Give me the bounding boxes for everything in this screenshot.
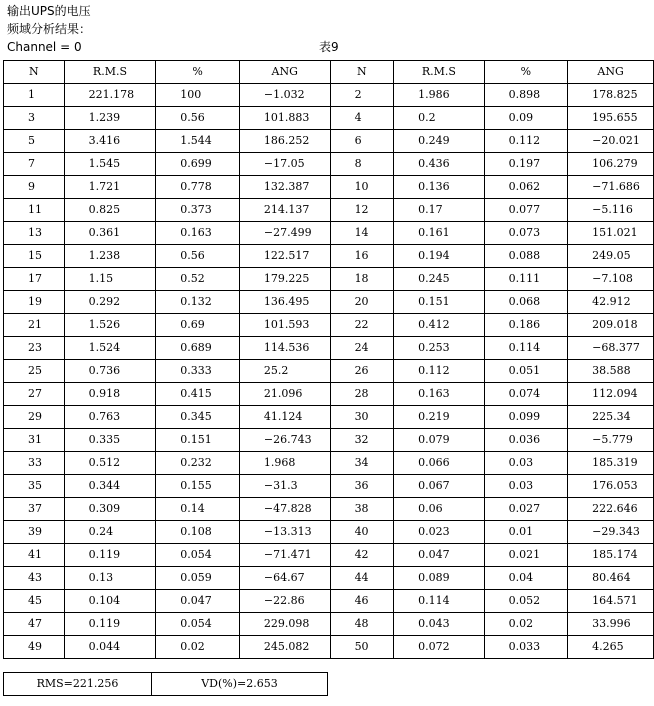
column-header: % (156, 61, 240, 84)
heading-title: 输出UPS的电压 (7, 4, 91, 18)
cell-angle: 21.096 (239, 383, 330, 406)
channel-label: Channel = 0 (7, 40, 82, 54)
cell-rms: 0.023 (394, 521, 484, 544)
cell-angle: 245.082 (239, 636, 330, 659)
cell-angle: 114.536 (239, 337, 330, 360)
cell-rms: 3.416 (64, 130, 156, 153)
cell-angle: 195.655 (568, 107, 654, 130)
cell-angle: 225.34 (568, 406, 654, 429)
cell-percent: 0.021 (484, 544, 568, 567)
cell-percent: 0.036 (484, 429, 568, 452)
cell-angle: 112.094 (568, 383, 654, 406)
table-row (4, 452, 654, 475)
table-row (4, 475, 654, 498)
cell-n: 11 (4, 199, 65, 222)
cell-rms: 0.047 (394, 544, 484, 567)
cell-n: 42 (330, 544, 394, 567)
cell-angle: −29.343 (568, 521, 654, 544)
cell-angle: 106.279 (568, 153, 654, 176)
cell-rms: 0.344 (64, 475, 156, 498)
cell-percent: 0.56 (156, 107, 240, 130)
summary-row (4, 673, 328, 696)
cell-angle: 179.225 (239, 268, 330, 291)
cell-angle: −47.828 (239, 498, 330, 521)
cell-percent: 0.345 (156, 406, 240, 429)
cell-rms: 0.151 (394, 291, 484, 314)
cell-percent: 0.059 (156, 567, 240, 590)
cell-rms: 0.736 (64, 360, 156, 383)
cell-n: 5 (4, 130, 65, 153)
cell-percent: 0.088 (484, 245, 568, 268)
cell-percent: 0.14 (156, 498, 240, 521)
cell-rms: 1.15 (64, 268, 156, 291)
table-row (4, 268, 654, 291)
cell-rms: 0.043 (394, 613, 484, 636)
cell-n: 14 (330, 222, 394, 245)
table-row (4, 245, 654, 268)
cell-n: 12 (330, 199, 394, 222)
cell-n: 8 (330, 153, 394, 176)
cell-percent: 0.689 (156, 337, 240, 360)
table-row (4, 337, 654, 360)
cell-percent: 0.052 (484, 590, 568, 613)
cell-rms: 1.524 (64, 337, 156, 360)
rms-total: RMS=221.256 (4, 673, 152, 696)
cell-angle: 209.018 (568, 314, 654, 337)
cell-n: 3 (4, 107, 65, 130)
cell-percent: 0.415 (156, 383, 240, 406)
cell-rms: 0.104 (64, 590, 156, 613)
cell-n: 40 (330, 521, 394, 544)
cell-percent: 0.699 (156, 153, 240, 176)
cell-percent: 0.074 (484, 383, 568, 406)
cell-n: 33 (4, 452, 65, 475)
cell-rms: 0.309 (64, 498, 156, 521)
cell-angle: 178.825 (568, 84, 654, 107)
cell-percent: 0.033 (484, 636, 568, 659)
cell-angle: 136.495 (239, 291, 330, 314)
cell-angle: 101.593 (239, 314, 330, 337)
cell-n: 34 (330, 452, 394, 475)
cell-rms: 0.253 (394, 337, 484, 360)
cell-percent: 0.132 (156, 291, 240, 314)
cell-angle: −20.021 (568, 130, 654, 153)
table-row (4, 84, 654, 107)
cell-percent: 100 (156, 84, 240, 107)
table-row (4, 636, 654, 659)
table-row (4, 544, 654, 567)
cell-rms: 221.178 (64, 84, 156, 107)
cell-percent: 0.04 (484, 567, 568, 590)
cell-n: 50 (330, 636, 394, 659)
cell-percent: 0.186 (484, 314, 568, 337)
column-header: N (4, 61, 65, 84)
cell-angle: 25.2 (239, 360, 330, 383)
cell-percent: 0.09 (484, 107, 568, 130)
cell-rms: 0.119 (64, 544, 156, 567)
cell-n: 39 (4, 521, 65, 544)
cell-n: 41 (4, 544, 65, 567)
cell-angle: 38.588 (568, 360, 654, 383)
table-row (4, 590, 654, 613)
cell-percent: 0.062 (484, 176, 568, 199)
cell-percent: 0.073 (484, 222, 568, 245)
cell-n: 32 (330, 429, 394, 452)
cell-n: 35 (4, 475, 65, 498)
cell-rms: 0.079 (394, 429, 484, 452)
cell-percent: 0.027 (484, 498, 568, 521)
cell-angle: 132.387 (239, 176, 330, 199)
cell-n: 31 (4, 429, 65, 452)
cell-percent: 0.03 (484, 475, 568, 498)
cell-percent: 0.898 (484, 84, 568, 107)
cell-rms: 1.986 (394, 84, 484, 107)
cell-n: 48 (330, 613, 394, 636)
cell-n: 25 (4, 360, 65, 383)
cell-rms: 0.2 (394, 107, 484, 130)
cell-percent: 0.112 (484, 130, 568, 153)
cell-n: 47 (4, 613, 65, 636)
cell-angle: −13.313 (239, 521, 330, 544)
cell-rms: 0.089 (394, 567, 484, 590)
cell-n: 27 (4, 383, 65, 406)
table-row (4, 314, 654, 337)
cell-n: 18 (330, 268, 394, 291)
column-header: R.M.S (64, 61, 156, 84)
cell-n: 37 (4, 498, 65, 521)
cell-percent: 0.099 (484, 406, 568, 429)
cell-rms: 0.112 (394, 360, 484, 383)
cell-angle: −5.116 (568, 199, 654, 222)
cell-angle: 229.098 (239, 613, 330, 636)
cell-angle: −22.86 (239, 590, 330, 613)
cell-rms: 0.436 (394, 153, 484, 176)
cell-rms: 1.721 (64, 176, 156, 199)
cell-percent: 0.077 (484, 199, 568, 222)
cell-angle: 222.646 (568, 498, 654, 521)
cell-rms: 0.918 (64, 383, 156, 406)
cell-rms: 0.412 (394, 314, 484, 337)
cell-percent: 0.373 (156, 199, 240, 222)
table-row (4, 176, 654, 199)
table-row (4, 406, 654, 429)
cell-n: 45 (4, 590, 65, 613)
voltage-distortion: VD(%)=2.653 (152, 673, 328, 696)
cell-n: 2 (330, 84, 394, 107)
cell-angle: −7.108 (568, 268, 654, 291)
cell-rms: 1.238 (64, 245, 156, 268)
cell-rms: 1.526 (64, 314, 156, 337)
cell-n: 10 (330, 176, 394, 199)
cell-percent: 0.197 (484, 153, 568, 176)
cell-n: 36 (330, 475, 394, 498)
cell-n: 26 (330, 360, 394, 383)
cell-angle: 41.124 (239, 406, 330, 429)
cell-percent: 0.56 (156, 245, 240, 268)
cell-rms: 0.13 (64, 567, 156, 590)
cell-angle: −64.67 (239, 567, 330, 590)
cell-n: 6 (330, 130, 394, 153)
cell-angle: 249.05 (568, 245, 654, 268)
cell-rms: 0.512 (64, 452, 156, 475)
cell-percent: 1.544 (156, 130, 240, 153)
table-row (4, 153, 654, 176)
cell-n: 22 (330, 314, 394, 337)
cell-percent: 0.155 (156, 475, 240, 498)
cell-percent: 0.114 (484, 337, 568, 360)
cell-n: 44 (330, 567, 394, 590)
cell-angle: −5.779 (568, 429, 654, 452)
cell-n: 49 (4, 636, 65, 659)
table-row (4, 613, 654, 636)
cell-n: 23 (4, 337, 65, 360)
cell-angle: 185.174 (568, 544, 654, 567)
cell-rms: 1.545 (64, 153, 156, 176)
table-row (4, 521, 654, 544)
cell-angle: −1.032 (239, 84, 330, 107)
cell-rms: 0.763 (64, 406, 156, 429)
cell-rms: 0.292 (64, 291, 156, 314)
cell-angle: 185.319 (568, 452, 654, 475)
cell-percent: 0.163 (156, 222, 240, 245)
cell-rms: 0.072 (394, 636, 484, 659)
cell-percent: 0.52 (156, 268, 240, 291)
cell-percent: 0.051 (484, 360, 568, 383)
cell-rms: 0.06 (394, 498, 484, 521)
cell-n: 20 (330, 291, 394, 314)
table-row (4, 199, 654, 222)
column-header: R.M.S (394, 61, 484, 84)
cell-angle: −17.05 (239, 153, 330, 176)
cell-rms: 0.119 (64, 613, 156, 636)
table-row (4, 383, 654, 406)
cell-angle: 42.912 (568, 291, 654, 314)
table-row (4, 360, 654, 383)
cell-rms: 1.239 (64, 107, 156, 130)
cell-rms: 0.249 (394, 130, 484, 153)
cell-rms: 0.17 (394, 199, 484, 222)
cell-n: 16 (330, 245, 394, 268)
cell-angle: −26.743 (239, 429, 330, 452)
cell-angle: 122.517 (239, 245, 330, 268)
cell-rms: 0.194 (394, 245, 484, 268)
cell-n: 38 (330, 498, 394, 521)
cell-angle: −71.471 (239, 544, 330, 567)
cell-percent: 0.111 (484, 268, 568, 291)
cell-percent: 0.778 (156, 176, 240, 199)
cell-n: 19 (4, 291, 65, 314)
cell-rms: 0.219 (394, 406, 484, 429)
cell-angle: 4.265 (568, 636, 654, 659)
cell-percent: 0.02 (156, 636, 240, 659)
cell-n: 17 (4, 268, 65, 291)
cell-n: 7 (4, 153, 65, 176)
cell-n: 9 (4, 176, 65, 199)
cell-percent: 0.01 (484, 521, 568, 544)
cell-rms: 0.24 (64, 521, 156, 544)
cell-angle: 151.021 (568, 222, 654, 245)
cell-rms: 0.163 (394, 383, 484, 406)
cell-n: 13 (4, 222, 65, 245)
cell-rms: 0.114 (394, 590, 484, 613)
table-row (4, 222, 654, 245)
table-row (4, 498, 654, 521)
cell-n: 21 (4, 314, 65, 337)
table-caption: 表9 (319, 40, 339, 54)
cell-rms: 0.066 (394, 452, 484, 475)
cell-n: 29 (4, 406, 65, 429)
cell-n: 30 (330, 406, 394, 429)
cell-angle: 176.053 (568, 475, 654, 498)
table-row (4, 567, 654, 590)
cell-percent: 0.03 (484, 452, 568, 475)
cell-n: 15 (4, 245, 65, 268)
cell-angle: −68.377 (568, 337, 654, 360)
cell-rms: 0.044 (64, 636, 156, 659)
cell-angle: 33.996 (568, 613, 654, 636)
cell-n: 24 (330, 337, 394, 360)
cell-percent: 0.068 (484, 291, 568, 314)
cell-rms: 0.161 (394, 222, 484, 245)
cell-n: 1 (4, 84, 65, 107)
table-row (4, 130, 654, 153)
cell-rms: 0.361 (64, 222, 156, 245)
table-header-row (4, 61, 654, 84)
cell-angle: −31.3 (239, 475, 330, 498)
cell-angle: −71.686 (568, 176, 654, 199)
column-header: % (484, 61, 568, 84)
cell-percent: 0.333 (156, 360, 240, 383)
summary-table (3, 672, 328, 696)
column-header: ANG (239, 61, 330, 84)
cell-angle: 214.137 (239, 199, 330, 222)
cell-angle: 186.252 (239, 130, 330, 153)
cell-angle: 80.464 (568, 567, 654, 590)
cell-angle: 1.968 (239, 452, 330, 475)
cell-percent: 0.232 (156, 452, 240, 475)
cell-n: 28 (330, 383, 394, 406)
cell-rms: 0.245 (394, 268, 484, 291)
cell-angle: −27.499 (239, 222, 330, 245)
cell-angle: 101.883 (239, 107, 330, 130)
table-row (4, 429, 654, 452)
column-header: ANG (568, 61, 654, 84)
cell-percent: 0.02 (484, 613, 568, 636)
harmonics-table (3, 60, 654, 659)
cell-n: 4 (330, 107, 394, 130)
cell-rms: 0.136 (394, 176, 484, 199)
cell-n: 43 (4, 567, 65, 590)
cell-percent: 0.151 (156, 429, 240, 452)
cell-rms: 0.335 (64, 429, 156, 452)
column-header: N (330, 61, 394, 84)
table-row (4, 291, 654, 314)
cell-n: 46 (330, 590, 394, 613)
cell-angle: 164.571 (568, 590, 654, 613)
cell-percent: 0.69 (156, 314, 240, 337)
cell-percent: 0.054 (156, 544, 240, 567)
cell-rms: 0.825 (64, 199, 156, 222)
cell-rms: 0.067 (394, 475, 484, 498)
heading-subtitle: 频域分析结果： (7, 22, 92, 36)
cell-percent: 0.108 (156, 521, 240, 544)
table-row (4, 107, 654, 130)
cell-percent: 0.054 (156, 613, 240, 636)
cell-percent: 0.047 (156, 590, 240, 613)
